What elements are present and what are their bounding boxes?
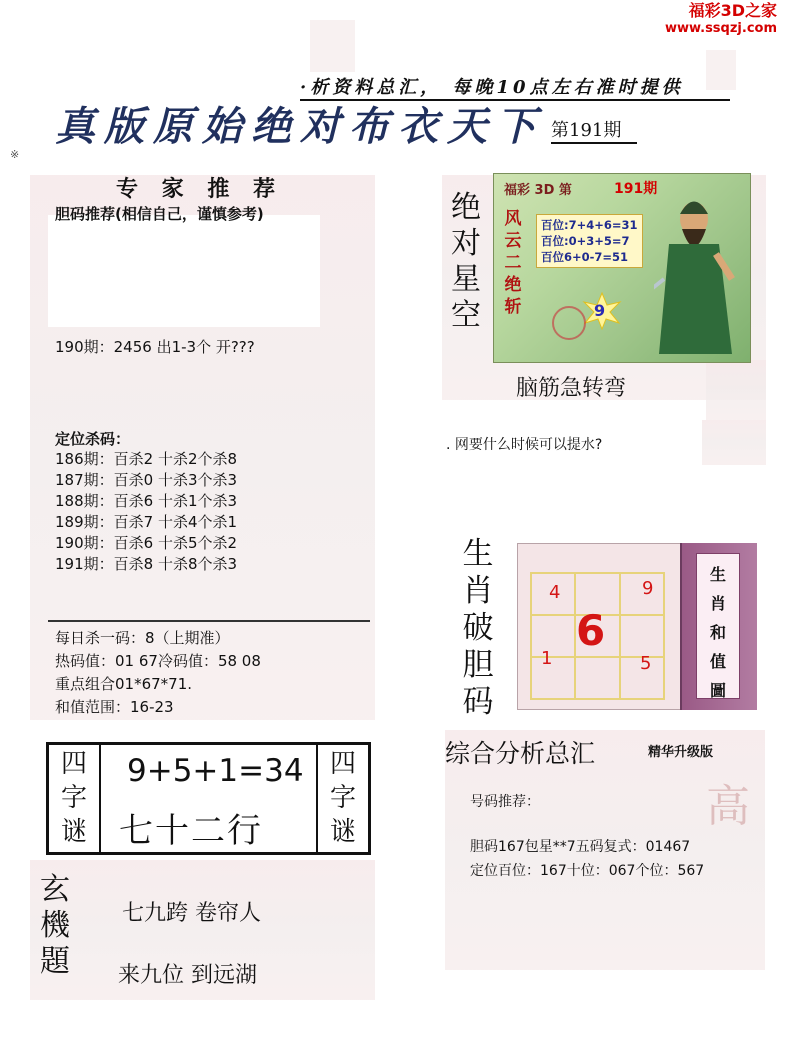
list-item: 百位6+0-7=51 <box>541 250 629 264</box>
list-item: 187期：百杀0 十杀3个杀3 <box>55 471 238 489</box>
issue-190-line: 190期：2456 出1-3个 开??? <box>55 338 255 356</box>
grid-number-bottom-right: 5 <box>640 653 652 674</box>
summary-badge: 精华升级版 <box>648 745 714 760</box>
seal-stamp <box>552 306 586 340</box>
zodiac-side-text: 生 肖 和 值 圖 <box>696 553 740 699</box>
zodiac-vertical-label: 生 肖 破 胆 码 <box>462 536 494 720</box>
grid-number-top-left: 4 <box>549 582 561 603</box>
xuanji-line-2: 来九位 到远湖 <box>118 963 257 988</box>
list-item: 百位:0+3+5=7 <box>541 234 630 248</box>
number-recommend-label: 号码推荐： <box>470 794 540 810</box>
riddle-side-label-left: 四 字 谜 <box>49 745 101 852</box>
background-decoration <box>310 20 355 72</box>
forecast-poster-image <box>493 173 751 363</box>
reference-mark: ※ <box>10 148 20 161</box>
background-decoration <box>706 360 766 420</box>
grid-number-center: 6 <box>576 606 606 655</box>
xuanji-label: 玄 機 題 <box>40 872 70 979</box>
site-logo[interactable]: 福彩3D之家 <box>688 1 777 20</box>
list-item: 和值范围：16-23 <box>55 698 174 716</box>
list-item: 每日杀一码：8（上期准） <box>55 629 230 647</box>
list-item: 重点组合01*67*71. <box>55 675 193 693</box>
page-title: 真版原始绝对布衣天下 <box>55 103 545 150</box>
list-item: 186期：百杀2 十杀2个杀8 <box>55 450 238 468</box>
kill-code-title: 定位杀码： <box>55 430 131 448</box>
four-char-riddle-box <box>46 742 371 855</box>
poster-number: 9 <box>594 301 606 320</box>
header-subtitle: ·析资料总汇， 每晚10点左右准时提供 <box>300 73 730 101</box>
divider <box>48 620 370 622</box>
poster-vertical-text: 风 云 二 绝 斩 <box>504 209 522 317</box>
list-item: 190期：百杀6 十杀5个杀2 <box>55 534 238 552</box>
daily-stats-list <box>55 627 261 719</box>
list-item: 189期：百杀7 十杀4个杀1 <box>55 513 238 531</box>
star-vertical-label: 绝 对 星 空 <box>451 190 481 333</box>
riddle-answer: 七十二行 <box>119 811 263 851</box>
poster-formula-list <box>536 214 643 268</box>
blank-recommendation-area <box>48 215 320 327</box>
xuanji-line-1: 七九跨 卷帘人 <box>122 901 261 926</box>
brain-teaser-question: . 网要什么时候可以提水? <box>446 437 603 453</box>
poster-issue: 191期 <box>614 181 658 197</box>
site-url[interactable]: www.ssqzj.com <box>664 21 777 36</box>
grid-number-bottom-left: 1 <box>541 648 553 669</box>
brain-teaser-caption: 脑筋急转弯 <box>516 376 627 401</box>
decorative-character: 高 <box>706 781 750 832</box>
kill-code-list <box>55 449 237 575</box>
riddle-side-label-right: 四 字 谜 <box>316 745 368 852</box>
summary-line-2: 定位百位：167十位：067个位：567 <box>470 863 705 879</box>
issue-number: 第191期 <box>551 116 637 144</box>
list-item: 百位:7+4+6=31 <box>541 218 638 232</box>
warrior-figure-image <box>654 184 749 359</box>
expert-section-title: 专 家 推 荐 <box>116 177 283 202</box>
list-item: 191期：百杀8 十杀8个杀3 <box>55 555 238 573</box>
summary-line-1: 胆码167包星**7五码复式：01467 <box>470 839 691 855</box>
background-decoration <box>702 420 766 465</box>
list-item: 热码值：01 67冷码值：58 08 <box>55 652 261 670</box>
zodiac-side-banner <box>680 543 757 710</box>
poster-heading: 福彩 3D 第 <box>504 183 572 198</box>
list-item: 188期：百杀6 十杀1个杀3 <box>55 492 238 510</box>
danma-label: 胆码推荐(相信自己，谨慎参考) <box>55 205 264 223</box>
grid-number-top-right: 9 <box>642 578 654 599</box>
summary-title: 综合分析总汇 <box>445 739 596 768</box>
riddle-equation: 9+5+1=34 <box>127 753 304 789</box>
